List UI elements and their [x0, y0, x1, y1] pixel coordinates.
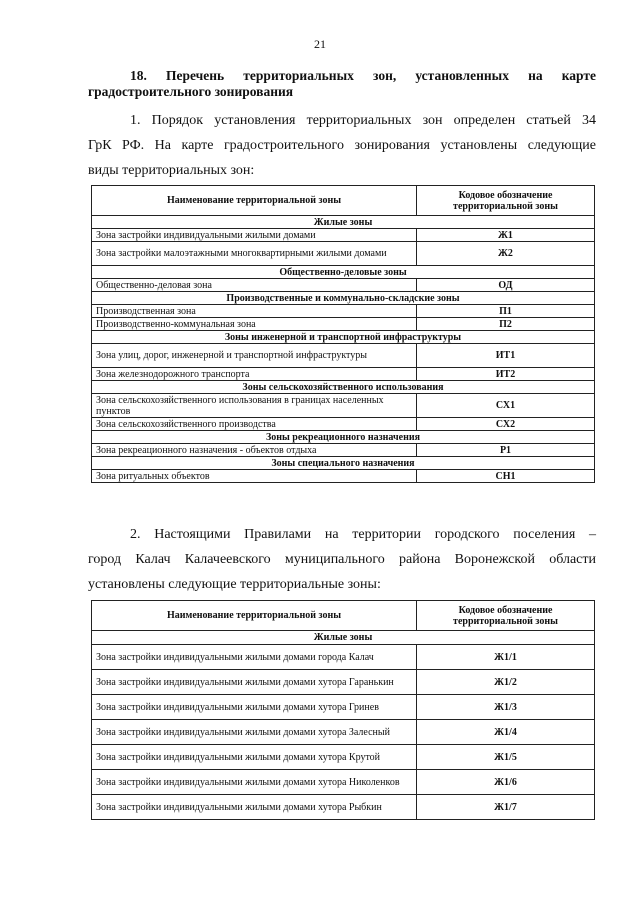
table-header-row	[92, 601, 595, 631]
paragraph-line: виды территориальных зон:	[88, 163, 255, 178]
zone-name-cell: Зона сельскохозяйственного производства	[92, 418, 417, 431]
zone-name-cell: Зона рекреационного назначения - объектов отдыха	[92, 444, 417, 457]
column-header-name: Наименование территориальной зоны	[92, 186, 417, 216]
table-row	[92, 242, 595, 266]
table-row	[92, 279, 595, 292]
zone-group-title: Зоны инженерной и транспортной инфраструктуры	[92, 331, 595, 344]
group-row	[92, 431, 595, 444]
table-row	[92, 470, 595, 483]
table-row	[92, 368, 595, 381]
zones-table-body	[92, 601, 595, 820]
paragraph-1	[88, 108, 596, 183]
zone-name-cell: Общественно-деловая зона	[92, 279, 417, 292]
group-row	[92, 216, 595, 229]
zone-code-cell: Ж1/5	[417, 745, 595, 770]
zone-name-cell: Зона застройки индивидуальными жилыми домами хутора Залесный	[92, 720, 417, 745]
paragraph-2	[88, 522, 596, 597]
zone-name-cell: Зона сельскохозяйственного использования в границах населенных пунктов	[92, 394, 417, 418]
table-row	[92, 229, 595, 242]
table-row	[92, 795, 595, 820]
table-row	[92, 645, 595, 670]
group-row	[92, 457, 595, 470]
zone-group-title: Общественно-деловые зоны	[92, 266, 595, 279]
zone-name-cell: Зона застройки индивидуальными жилыми домами хутора Гаранькин	[92, 670, 417, 695]
group-row	[92, 631, 595, 645]
zone-group-title: Жилые зоны	[92, 631, 595, 645]
zone-code-cell: Р1	[417, 444, 595, 457]
table-row	[92, 444, 595, 457]
group-row	[92, 266, 595, 279]
zone-code-cell: Ж1/1	[417, 645, 595, 670]
zone-code-cell: СХ1	[417, 394, 595, 418]
zone-code-cell: Ж1/4	[417, 720, 595, 745]
zone-code-cell: Ж1	[417, 229, 595, 242]
group-row	[92, 292, 595, 305]
zone-code-cell: П1	[417, 305, 595, 318]
table-row	[92, 720, 595, 745]
zone-name-cell: Зона застройки малоэтажными многоквартирными жилыми домами	[92, 242, 417, 266]
heading-line: градостроительного зонирования	[88, 84, 294, 99]
page-number: 21	[314, 37, 326, 51]
table-row	[92, 305, 595, 318]
table-row	[92, 418, 595, 431]
zone-name-cell: Зона застройки индивидуальными жилыми домами города Калач	[92, 645, 417, 670]
zone-code-cell: Ж2	[417, 242, 595, 266]
zone-code-cell: ИТ2	[417, 368, 595, 381]
table-row	[92, 770, 595, 795]
zone-code-cell: СХ2	[417, 418, 595, 431]
zone-code-cell: Ж1/2	[417, 670, 595, 695]
paragraph-line: установлены следующие территориальные зоны:	[88, 577, 381, 592]
table-row	[92, 394, 595, 418]
zone-group-title: Производственные и коммунально-складские зоны	[92, 292, 595, 305]
table-row	[92, 745, 595, 770]
zone-name-cell: Зона ритуальных объектов	[92, 470, 417, 483]
zones-table-2	[91, 600, 595, 820]
zone-code-cell: СН1	[417, 470, 595, 483]
zones-table-1	[91, 185, 595, 483]
column-header-code: Кодовое обозначение территориальной зоны	[417, 601, 595, 631]
table-row	[92, 318, 595, 331]
zone-name-cell: Зона застройки индивидуальными жилыми домами хутора Крутой	[92, 745, 417, 770]
zone-group-title: Зоны специального назначения	[92, 457, 595, 470]
table-header-row	[92, 186, 595, 216]
column-header-code: Кодовое обозначение территориальной зоны	[417, 186, 595, 216]
zone-name-cell: Зона улиц, дорог, инженерной и транспортной инфраструктуры	[92, 344, 417, 368]
zone-code-cell: Ж1/6	[417, 770, 595, 795]
paragraph-line: 2. Настоящими Правилами на территории городского поселения –	[130, 527, 596, 542]
group-row	[92, 331, 595, 344]
zone-name-cell: Зона застройки индивидуальными жилыми домами хутора Рыбкин	[92, 795, 417, 820]
table-row	[92, 695, 595, 720]
zone-name-cell: Зона застройки индивидуальными жилыми домами	[92, 229, 417, 242]
zone-name-cell: Зона железнодорожного транспорта	[92, 368, 417, 381]
zone-name-cell: Зона застройки индивидуальными жилыми домами хутора Николенков	[92, 770, 417, 795]
zone-group-title: Зоны рекреационного назначения	[92, 431, 595, 444]
paragraph-line: город Калач Калачеевского муниципального района Воронежской области	[88, 552, 596, 567]
zone-name-cell: Производственно-коммунальная зона	[92, 318, 417, 331]
zone-code-cell: Ж1/3	[417, 695, 595, 720]
table-row	[92, 344, 595, 368]
group-row	[92, 381, 595, 394]
zone-code-cell: Ж1/7	[417, 795, 595, 820]
zones-table-body	[92, 186, 595, 483]
heading-line: 18. Перечень территориальных зон, установленных на карте	[130, 68, 596, 83]
zone-name-cell: Производственная зона	[92, 305, 417, 318]
table-row	[92, 670, 595, 695]
zone-code-cell: ОД	[417, 279, 595, 292]
section-heading	[88, 68, 596, 100]
paragraph-line: 1. Порядок установления территориальных зон определен статьей 34	[130, 113, 596, 128]
zone-code-cell: П2	[417, 318, 595, 331]
column-header-name: Наименование территориальной зоны	[92, 601, 417, 631]
zone-name-cell: Зона застройки индивидуальными жилыми домами хутора Гринев	[92, 695, 417, 720]
zone-code-cell: ИТ1	[417, 344, 595, 368]
zone-group-title: Жилые зоны	[92, 216, 595, 229]
paragraph-line: ГрК РФ. На карте градостроительного зонирования установлены следующие	[88, 138, 596, 153]
zone-group-title: Зоны сельскохозяйственного использования	[92, 381, 595, 394]
